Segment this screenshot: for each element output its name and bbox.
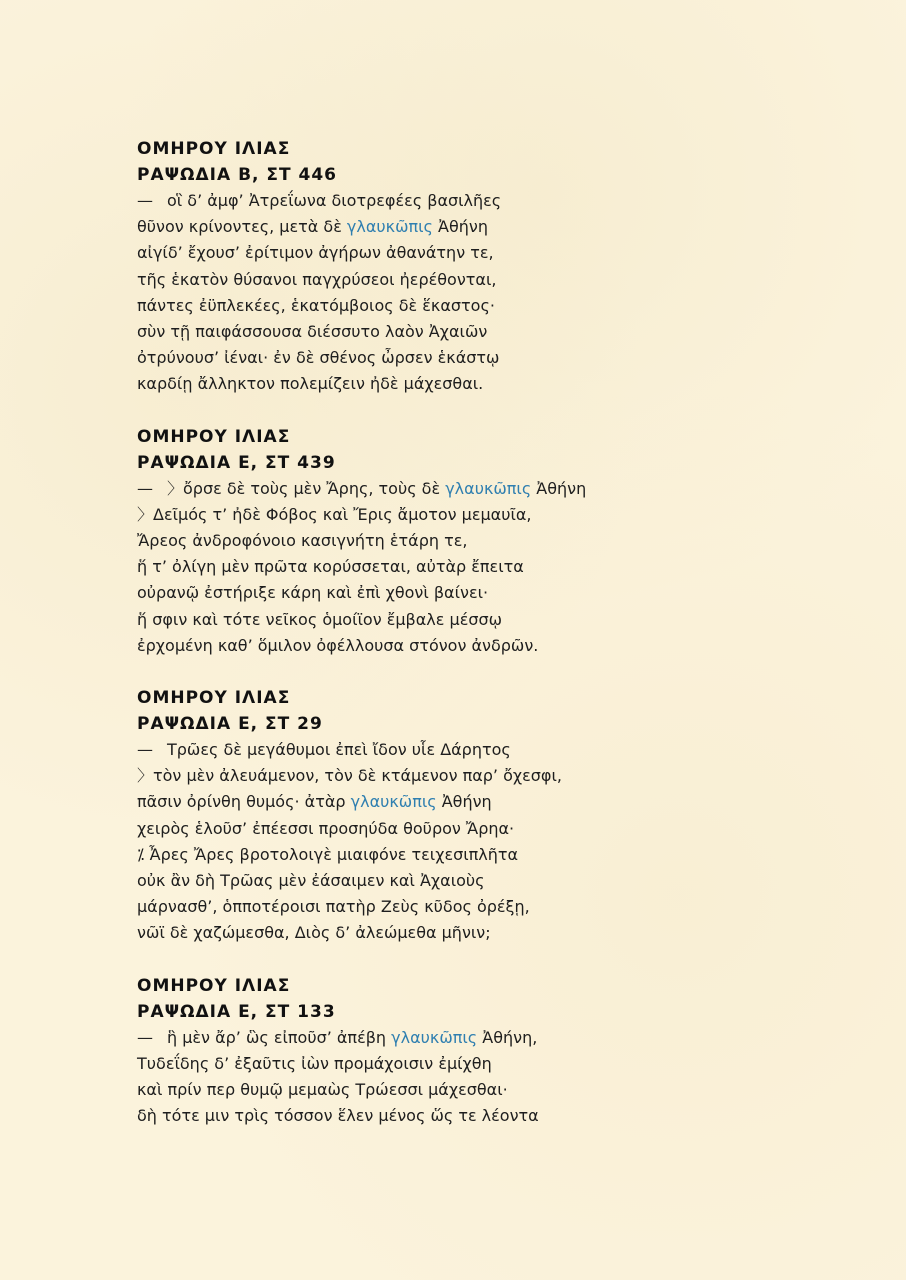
verse-text-main: ἐρχομένη καθ’ ὅμιλον ὀφέλλουσα στόνον ἀνδρῶν. [137, 635, 539, 655]
verse-line [137, 580, 877, 606]
verse-text-main: ἥ τ’ ὀλίγη μὲν πρῶτα κορύσσεται, αὐτὰρ ἔπειτα [137, 557, 524, 577]
verse-line [137, 1103, 877, 1129]
verse-text [167, 1025, 537, 1051]
verse-line [137, 633, 877, 659]
verse-text [167, 188, 501, 214]
verse-text [137, 920, 491, 946]
verse-text [167, 476, 586, 502]
verse-text-main: νῶϊ δὲ χαζώμεσθα, Διὸς δ’ ἀλεώμεθα μῆνιν; [137, 923, 491, 943]
verse-text [137, 293, 495, 319]
verse-text-main: καρδίῃ ἄλληκτον πολεμίζειν ἠδὲ μάχεσθαι. [137, 374, 484, 394]
verse-text-main: Τρῶες δὲ μεγάθυμοι ἐπεὶ ἴδον υἷε Δάρητος [167, 740, 511, 760]
verse-text-tail: Ἀθήνη [432, 217, 488, 237]
verse-text-tail: Ἀθήνη [531, 478, 587, 498]
verse-text-main: Ἄρεος ἀνδροφόνοιο κασιγνήτη ἑτάρη τε, [137, 531, 468, 551]
document-page [137, 136, 877, 1155]
verse-text-tail: Ἀθήνη [436, 792, 492, 812]
verse-line [137, 371, 877, 397]
verse-text-main: πάντες ἐϋπλεκέες, ἑκατόμβοιος δὲ ἕκαστος· [137, 295, 495, 315]
verse-text-main: οὐκ ἂν δὴ Τρῶας μὲν ἐάσαιμεν καὶ Ἀχαιοὺς [137, 871, 485, 891]
verse-dash: — [137, 478, 153, 498]
verse-text [137, 502, 532, 528]
verse-line [137, 319, 877, 345]
verse-text-tail: Ἀθήνη, [477, 1027, 538, 1047]
verse-text [137, 633, 538, 659]
verse-text [137, 607, 502, 633]
verse-line [137, 763, 877, 789]
verse-text-main: δὴ τότε μιν τρὶς τόσσον ἕλεν μένος ὥς τε λέοντα [137, 1106, 539, 1126]
verse-text-main: ⁒ Ἆρες Ἄρες βροτολοιγὲ μιαιφόνε τειχεσιπλῆτα [137, 844, 519, 864]
verse-text [137, 763, 562, 789]
verse-line [137, 920, 877, 946]
verse-line [137, 789, 877, 815]
verse-text [137, 1051, 492, 1077]
verse-text [137, 214, 488, 240]
passage-reference: ΡΑΨΩΔΙΑ Ε, ΣΤ 439 [137, 452, 336, 473]
verse-text-main: 〉ὄρσε δὲ τοὺς μὲν Ἄρης, τοὺς δὲ [167, 478, 446, 498]
passage-title: ΟΜΗΡΟΥ ΙΛΙΑΣ [137, 139, 291, 159]
verse-line [137, 554, 877, 580]
verse-text [137, 319, 487, 345]
verse-line [137, 868, 877, 894]
verse-text-main: καὶ πρίν περ θυμῷ μεμαὼς Τρώεσσι μάχεσθαι· [137, 1080, 508, 1100]
verse-text [137, 554, 524, 580]
passage [137, 136, 877, 398]
verse-line [137, 607, 877, 633]
verse-line [137, 528, 877, 554]
verse-text [137, 267, 496, 293]
verse-line [137, 737, 877, 763]
verse-text-main: ὀτρύνουσ’ ἰέναι· ἐν δὲ σθένος ὦρσεν ἑκάστῳ [137, 348, 500, 368]
verse-text-main: ἣ μὲν ἄρ’ ὣς εἰποῦσ’ ἀπέβη [167, 1027, 392, 1047]
verse-text [137, 1077, 508, 1103]
verse-text [137, 371, 483, 397]
highlighted-word: γλαυκῶπις [445, 478, 532, 498]
passage [137, 973, 877, 1130]
verse-text-main: τῆς ἑκατὸν θύσανοι παγχρύσεοι ἠερέθονται, [137, 269, 497, 289]
verse-text [137, 1103, 539, 1129]
verse-line [137, 816, 877, 842]
verse-line [137, 1051, 877, 1077]
passage-reference: ΡΑΨΩΔΙΑ Ε, ΣΤ 29 [137, 714, 323, 735]
passage-reference: ΡΑΨΩΔΙΑ Ε, ΣΤ 133 [137, 1001, 336, 1022]
verse-line [137, 214, 877, 240]
verse-text [137, 816, 514, 842]
verse-text [137, 240, 494, 266]
passage [137, 685, 877, 947]
verse-line [137, 188, 877, 214]
verse-text-main: σὺν τῇ παιφάσσουσα διέσσυτο λαὸν Ἀχαιῶν [137, 322, 488, 342]
verse-line [137, 293, 877, 319]
verse-line [137, 502, 877, 528]
highlighted-word: γλαυκῶπις [391, 1027, 478, 1047]
verse-line [137, 894, 877, 920]
verse-text-main: 〉Δεῖμός τ’ ἠδὲ Φόβος καὶ Ἔρις ἄμοτον μεμαυῖα, [137, 504, 532, 524]
verse-dash: — [137, 740, 153, 760]
verse-line [137, 842, 877, 868]
verse-text-main: Τυδεΐδης δ’ ἐξαῦτις ἰὼν προμάχοισιν ἐμίχθη [137, 1053, 492, 1073]
verse-text-main: ἥ σφιν καὶ τότε νεῖκος ὁμοίϊον ἔμβαλε μέσσῳ [137, 609, 503, 629]
verse-text [167, 737, 511, 763]
verse-dash: — [137, 1027, 153, 1047]
passage-title: ΟΜΗΡΟΥ ΙΛΙΑΣ [137, 688, 291, 709]
verse-text-main: 〉τὸν μὲν ἀλευάμενον, τὸν δὲ κτάμενον παρ’ ὄχεσφι, [137, 766, 562, 786]
verse-line [137, 476, 877, 502]
verse-text-main: θῦνον κρίνοντες, μετὰ δὲ [137, 217, 347, 237]
verse-line [137, 267, 877, 293]
verse-text [137, 345, 499, 371]
passage-title: ΟΜΗΡΟΥ ΙΛΙΑΣ [137, 426, 291, 447]
verse-text [137, 789, 492, 815]
verse-text-main: οὐρανῷ ἐστήριξε κάρη καὶ ἐπὶ χθονὶ βαίνει· [137, 583, 489, 603]
verse-line [137, 1077, 877, 1103]
verse-text [137, 580, 488, 606]
verse-line [137, 345, 877, 371]
verse-text [137, 842, 518, 868]
passage-reference: ΡΑΨΩΔΙΑ Β, ΣΤ 446 [137, 165, 338, 185]
verse-line [137, 240, 877, 266]
passage-title: ΟΜΗΡΟΥ ΙΛΙΑΣ [137, 975, 291, 996]
verse-text-main: μάρνασθ’, ὁπποτέροισι πατὴρ Ζεὺς κῦδος ὀρέξῃ, [137, 897, 530, 917]
verse-dash: — [137, 191, 153, 210]
verse-line [137, 1025, 877, 1051]
verse-text-main: οἳ δ’ ἀμφ’ Ἀτρεΐωνα διοτρεφέες βασιλῆες [167, 191, 502, 210]
highlighted-word: γλαυκῶπις [346, 217, 433, 237]
passage [137, 424, 877, 659]
verse-text [137, 868, 485, 894]
verse-text [137, 894, 530, 920]
verse-text [137, 528, 467, 554]
verse-text-main: αἰγίδ’ ἔχουσ’ ἐρίτιμον ἀγήρων ἀθανάτην τε, [137, 243, 494, 263]
verse-text-main: πᾶσιν ὀρίνθη θυμός· ἀτὰρ [137, 792, 351, 812]
highlighted-word: γλαυκῶπις [350, 792, 437, 812]
verse-text-main: χειρὸς ἑλοῦσ’ ἐπέεσσι προσηύδα θοῦρον Ἄρηα· [137, 818, 515, 838]
